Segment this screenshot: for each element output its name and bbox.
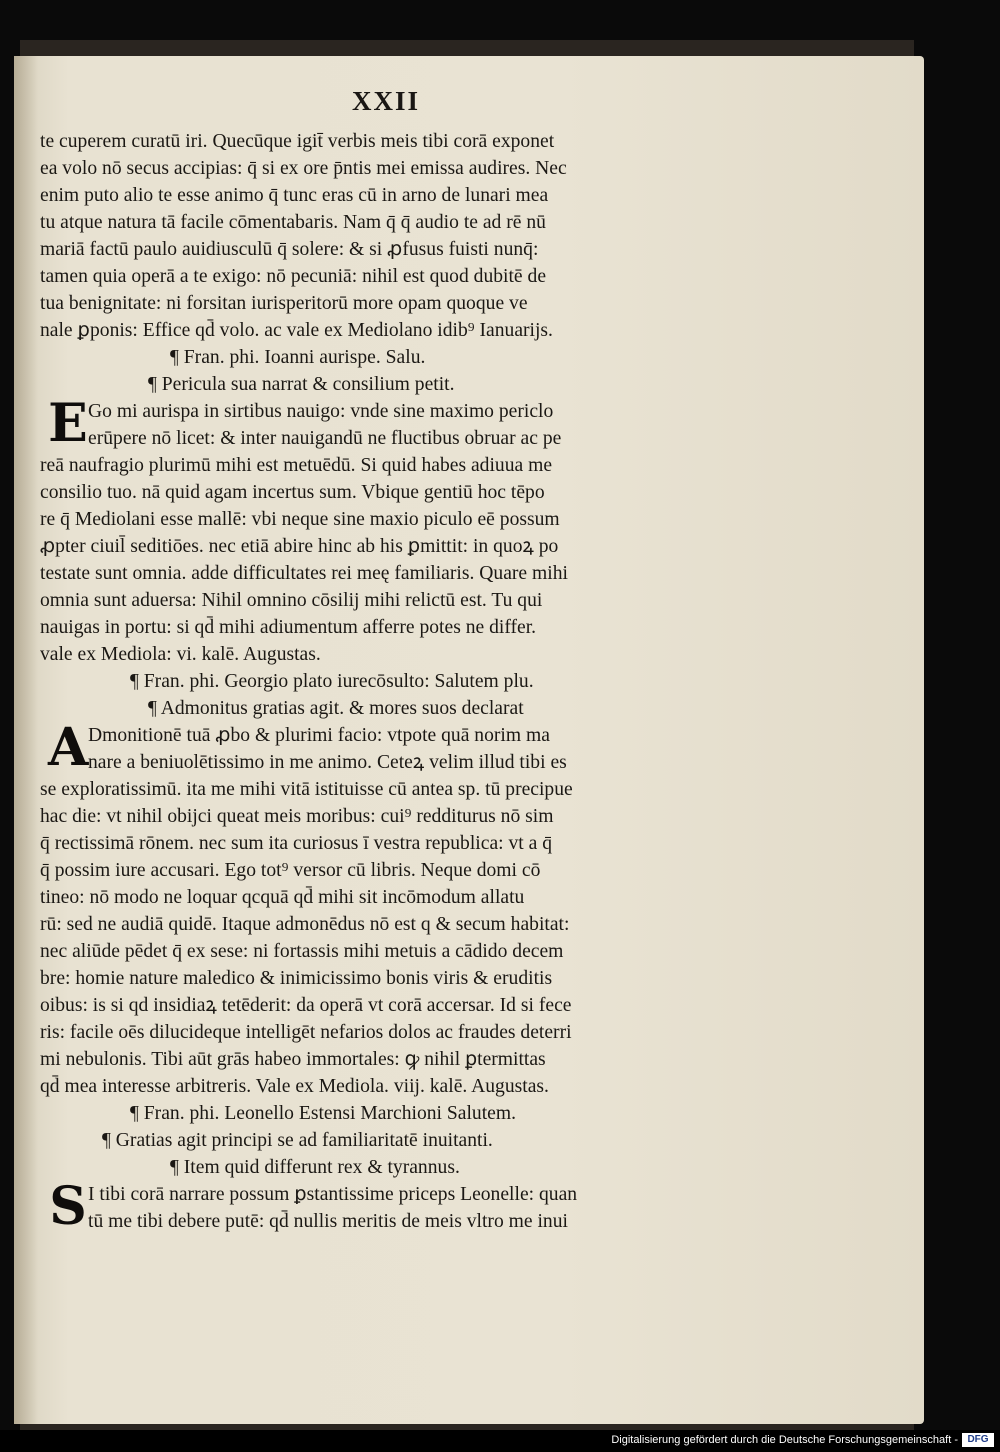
text-line: ea volo nō secus accipias: q̄ si ex ore p̄ntis mei emissa audires. Nec [40,158,567,179]
letter-summary: ¶ Admonitus gratias agit. & mores suos declarat [148,698,524,719]
dfg-logo: DFG [962,1433,994,1447]
text-line: nec aliūde pēdet q̄ ex sese: ni fortassis mihi metuis a cādido decem [40,941,564,962]
text-line: reā naufragio plurimū mihi est metuēdū. Si quid habes adiuua me [40,455,553,476]
text-line: te cuperem curatū iri. Quecūque igit̄ verbis meis tibi corā exponet [40,131,555,152]
text-line: tū me tibi debere putē: qd̄ nullis meritis de meis vltro me inui [88,1211,568,1232]
letter-summary: ¶ Gratias agit principi se ad familiaritatē inuitanti. [102,1130,493,1151]
text-line: qd̄ mea interesse arbitreris. Vale ex Mediola. viij. kalē. Augustas. [40,1076,549,1097]
text-line: consilio tuo. nā quid agam incertus sum. Vbique gentiū hoc tēpo [40,482,545,503]
text-line: hac die: vt nihil obijci queat meis moribus: cui⁹ redditurus nō sim [40,806,554,827]
text-line: tineo: nō modo ne loquar qcquā qd̄ mihi sit incōmodum allatu [40,887,525,908]
text-line: re q̄ Mediolani esse mallē: vbi neque sine maxio piculo eē possum [40,509,560,530]
drop-initial: A [48,717,89,778]
text-line: testate sunt omnia. adde difficultates rei meę familiaris. Quare mihi [40,563,568,584]
letter-summary: ¶ Pericula sua narrat & consilium petit. [148,374,455,395]
text-line: ꝓpter ciuil̄ seditiōes. nec etiā abire hinc ab his ꝑmittit: in quoꝝ po [40,536,559,557]
drop-initial: E [48,393,88,454]
text-line: Go mi aurispa in sirtibus nauigo: vnde sine maximo periclo [88,401,554,422]
text-line: tamen quia operā a te exigo: nō pecuniā: nihil est quod dubitē de [40,266,547,287]
drop-initial: S [49,1176,87,1237]
letter-heading: ¶ Fran. phi. Ioanni aurispe. Salu. [170,347,426,368]
letter-section [40,1176,672,1237]
folio-number: XXII [352,86,421,116]
text-line: omnia sunt aduersa: Nihil omnino cōsilij mihi relictū est. Tu qui [40,590,543,611]
text-line: nare a beniuolētissimo in me animo. Ceteꝝ velim illud tibi es [88,752,567,773]
text-line: vale ex Mediola: vi. kalē. Augustas. [40,644,321,665]
text-line: q̄ rectissimā rōnem. nec sum ita curiosus ī vestra republica: vt a q̄ [40,833,553,854]
text-line: I tibi corā narrare possum ꝑstantissime priceps Leonelle: quan [88,1184,578,1205]
text-line: rū: sed ne audiā quidē. Itaque admonēdus nō est q & secum habitat: [40,914,570,935]
letter-heading: ¶ Fran. phi. Georgio plato iurecōsulto: Salutem plu. [130,671,534,692]
text-line: erūpere nō licet: & inter nauigandū ne fluctibus obruar ac pe [88,428,562,449]
letter-summary: ¶ Item quid differunt rex & tyrannus. [170,1157,460,1178]
letter-heading: ¶ Fran. phi. Leonello Estensi Marchioni Salutem. [130,1103,516,1124]
text-line: enim puto alio te esse animo q̄ tunc eras cū in arno de lunari mea [40,185,549,206]
text-line: oibus: is si qd insidiaꝝ tetēderit: da operā vt corā accersar. Id si fece [40,995,572,1016]
text-line: nale ꝑponis: Effice qd̄ volo. ac vale ex Mediolano idib⁹ Ianuarijs. [40,320,553,341]
letter-section [40,717,672,778]
text-line: se exploratissimū. ita me mihi vitā istituisse cū antea sp. tū precipue [40,779,573,800]
page-gutter [14,56,38,1424]
text-line: tu atque natura tā facile cōmentabaris. Nam q̄ q̄ audio te ad rē nū [40,212,546,233]
text-block [40,128,672,1235]
footer-credit: Digitalisierung gefördert durch die Deutsche Forschungsgemeinschaft - [611,1434,958,1446]
text-line: mi nebulonis. Tibi aūt grās habeo immortales: ꝙ nihil ꝑtermittas [40,1049,546,1070]
text-line: ris: facile oēs dilucideque intelligēt nefarios dolos ac fraudes deterri [40,1022,572,1043]
text-line: nauigas in portu: si qd̄ mihi adiumentum afferre potes ne differ. [40,617,537,638]
text-line: mariā factū paulo auidiusculū q̄ solere: & si ꝓfusus fuisti nunq̄: [40,239,539,260]
text-line: Dmonitionē tuā ꝓbo & plurimi facio: vtpote quā norim ma [88,725,550,746]
text-line: tua benignitate: ni forsitan iurisperitorū more opam quoque ve [40,293,528,314]
letter-section [40,393,672,454]
text-line: bre: homie nature maledico & inimicissimo bonis viris & eruditis [40,968,553,989]
text-line: q̄ possim iure accusari. Ego tot⁹ versor cū libris. Neque domi cō [40,860,541,881]
